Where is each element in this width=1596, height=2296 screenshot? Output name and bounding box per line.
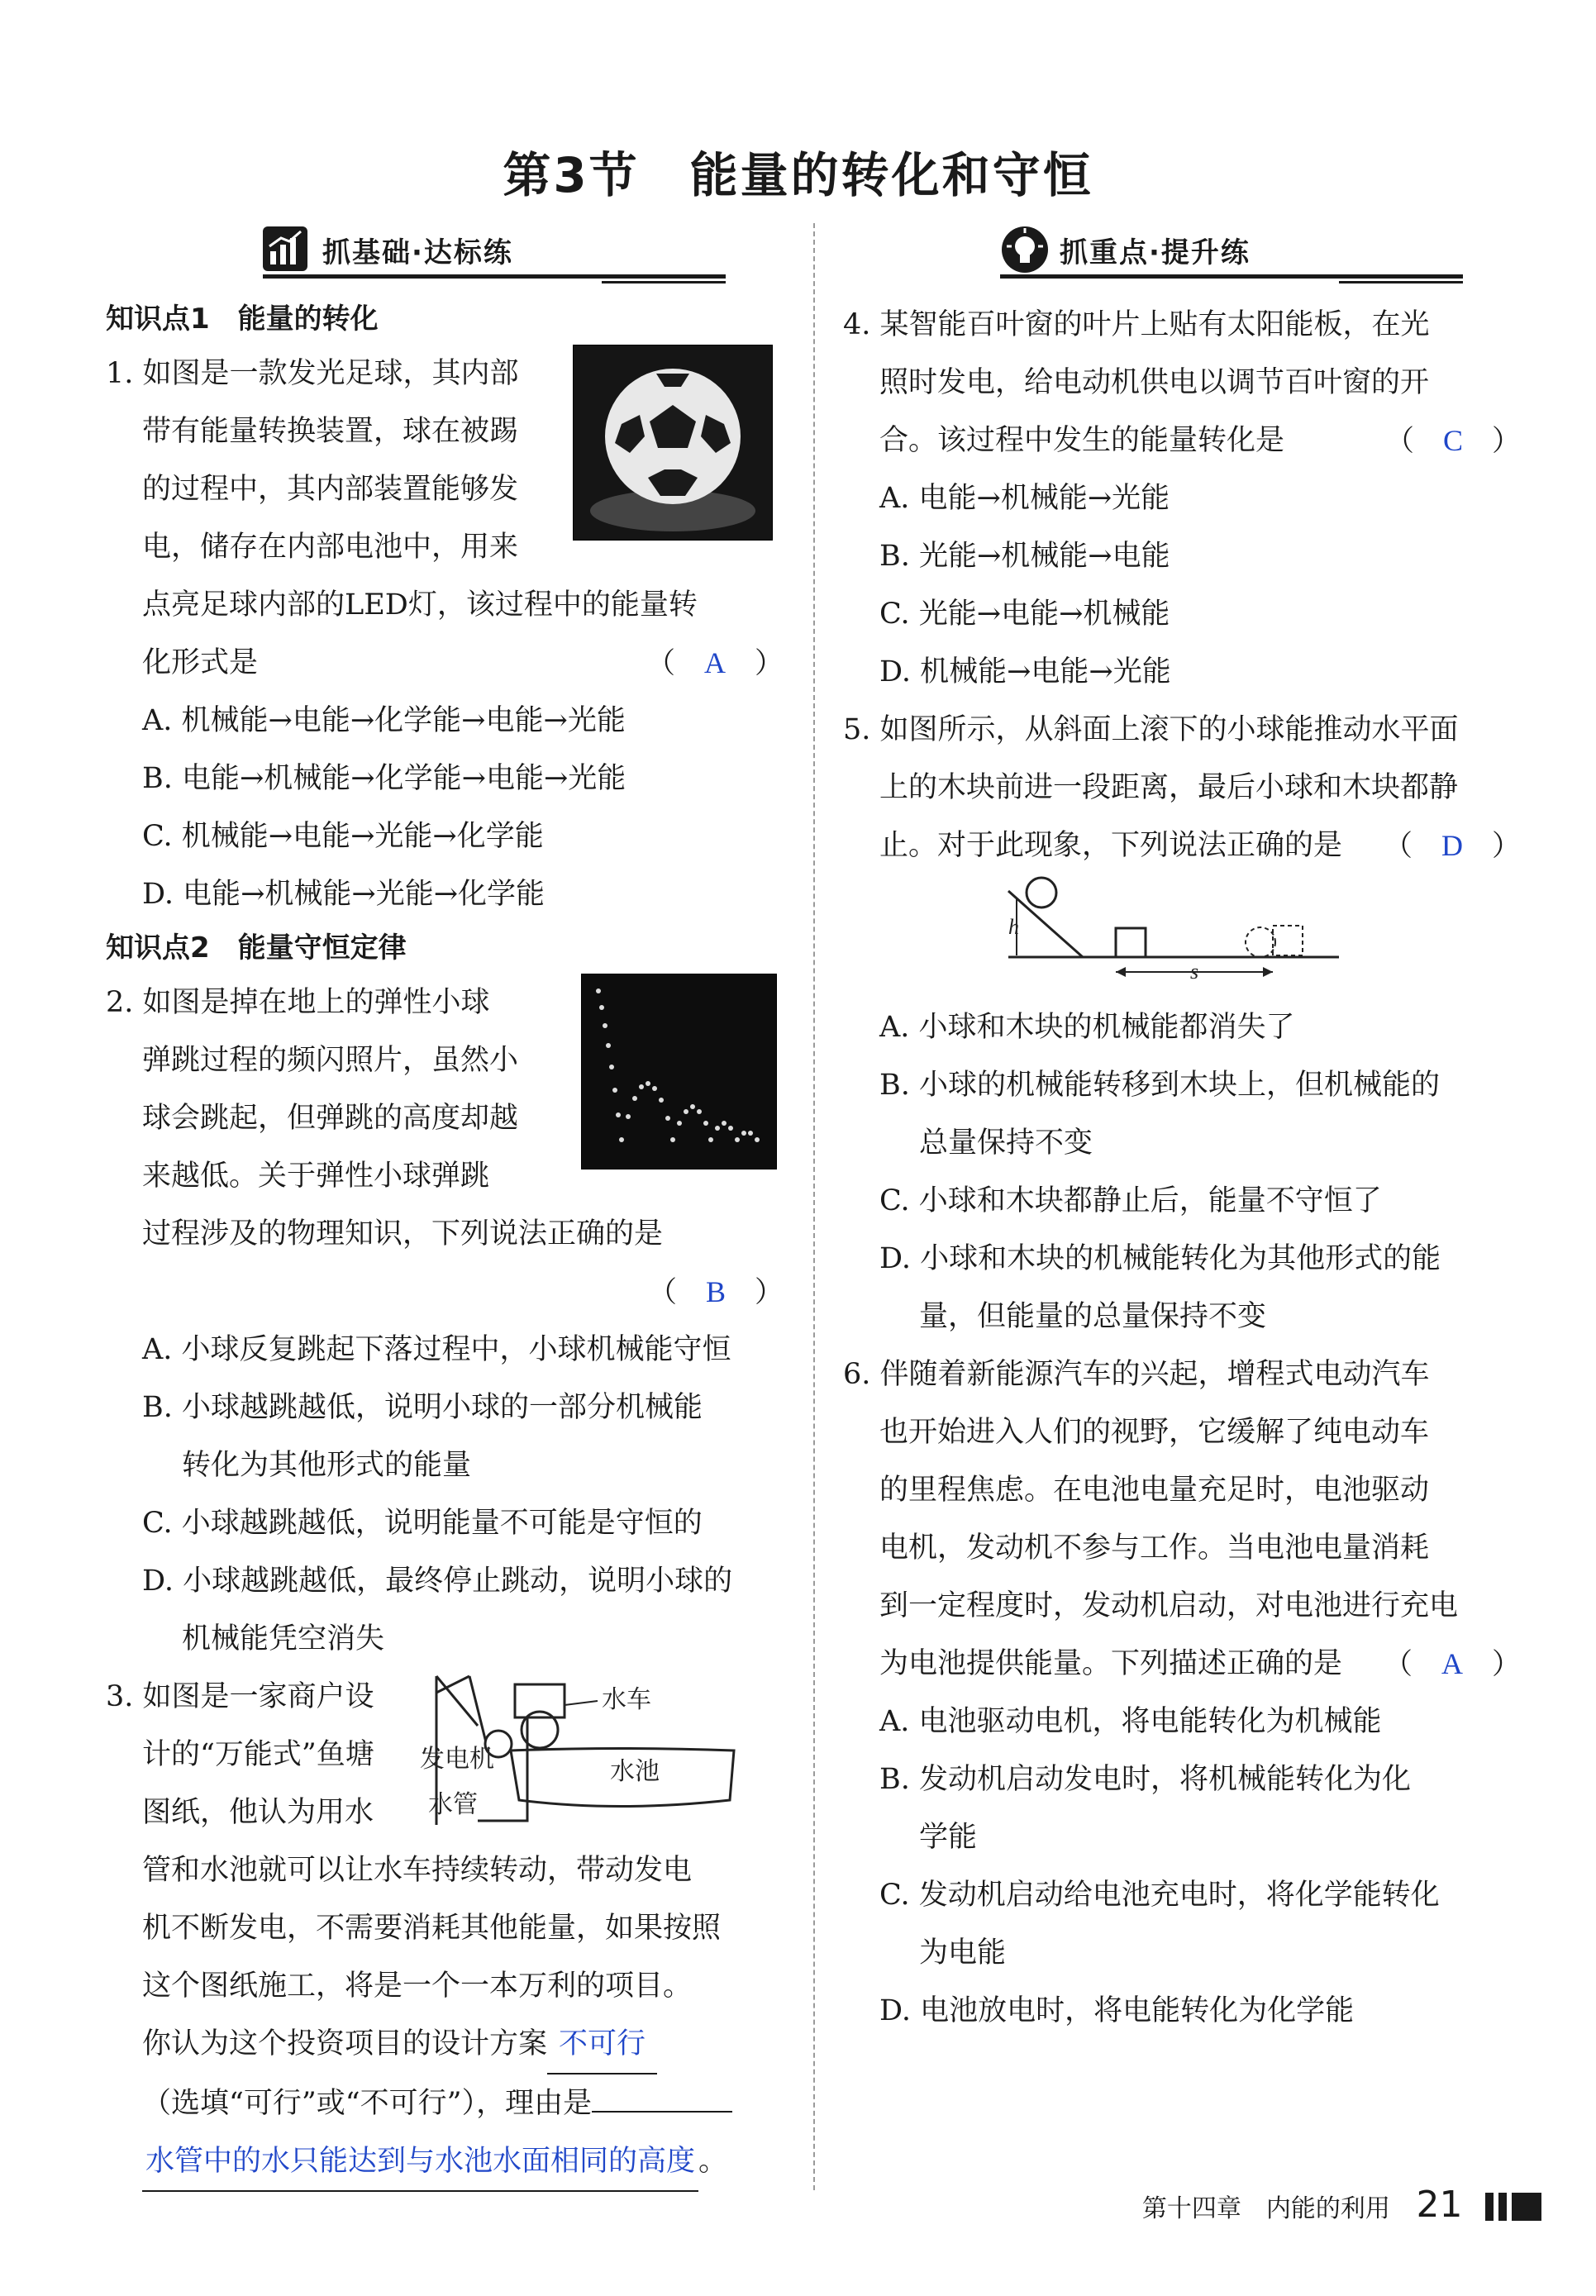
question-1 [106,345,784,923]
q3-line: 图纸，他认为用水 [142,1796,374,1829]
incline-diagram [843,874,1521,998]
q6-line: 电机，发动机不参与工作。当电池电量消耗 [879,1531,1430,1565]
right-column [843,223,1521,2040]
q6-option: B. 发动机启动发电时，将机械能转化为化 [879,1763,1411,1796]
q2-option: C. 小球越跳越低，说明能量不可能是守恒的 [142,1507,703,1540]
q5-option: 量，但能量的总量保持不变 [919,1300,1267,1333]
q1-answer: A [703,646,726,679]
q6-line: 也开始进入人们的视野，它缓解了纯电动车 [879,1416,1430,1449]
q1-line: 化形式是 （ A ） [106,634,784,692]
label-h: h [1008,915,1019,939]
q6-option: 为电能 [919,1936,1007,1970]
question-5 [843,701,1521,1346]
banner-rule-2 [1339,281,1463,283]
q5-option: A. 小球和木块的机械能都消失了 [879,1011,1295,1044]
q1-line: 带有能量转换装置，球在被踢 [142,415,519,448]
q3-line: 3. 如图是一家商户设 [106,1680,374,1713]
q1-option: D. 电能→机械能→光能→化学能 [142,878,545,911]
q5-line: 5. 如图所示，从斜面上滚下的小球能推动水平面 [843,713,1459,746]
q1-answer-paren: （ A ） [646,646,784,680]
q2-line: 来越低。关于弹性小球弹跳 [142,1160,490,1193]
glowing-football-photo [573,345,773,541]
q1-line: 1. 如图是一款发光足球，其内部 [106,357,519,390]
q6-option: D. 电池放电时，将电能转化为化学能 [879,1994,1355,2027]
right-banner-text: 抓重点·提升练 [1060,236,1251,269]
fish-pond-diagram [420,1668,784,1850]
q6-answer: A [1441,1647,1463,1680]
q5-option: B. 小球的机械能转移到木块上，但机械能的 [879,1069,1440,1102]
q2-line: 2. 如图是掉在地上的弹性小球 [106,986,490,1019]
question-3 [106,1668,784,2192]
q3-line: 计的“万能式”鱼塘 [142,1738,374,1771]
q3-reason-answer: 水管中的水只能达到与水池水面相同的高度 [142,2132,698,2192]
q5-line: 上的木块前进一段距离，最后小球和木块都静 [879,771,1459,804]
footer-bars-icon [1485,2193,1546,2227]
q5-option: D. 小球和木块的机械能转化为其他形式的能 [879,1242,1441,1275]
q5-line: 止。对于此现象，下列说法正确的是 （ D ） [843,817,1521,874]
left-column [106,223,784,2192]
banner-rule-2 [602,281,726,283]
q3-reason-line: 水管中的水只能达到与水池水面相同的高度 。 [106,2132,784,2192]
q2-answer: B [705,1275,726,1308]
q2-line: 弹跳过程的频闪照片，虽然小 [142,1044,519,1077]
q4-option: B. 光能→机械能→电能 [879,540,1170,573]
label-s: s [1190,960,1199,984]
page-footer [1142,2184,1546,2227]
q2-option: B. 小球越跳越低，说明小球的一部分机械能 [142,1391,703,1424]
q4-line: 照时发电，给电动机供电以调节百叶窗的开 [879,366,1430,399]
page-title: 第3节 能量的转化和守恒 [503,147,1093,203]
knowledge-point-2: 知识点2 能量守恒定律 [106,931,407,965]
q5-answer-paren: （ D ） [1383,829,1521,863]
q3-line-fill: 你认为这个投资项目的设计方案 不可行 [106,2015,784,2074]
column-divider [813,223,815,2190]
lightbulb-icon [1000,225,1050,274]
q6-option: 学能 [919,1821,978,1854]
q1-line: 电，储存在内部电池中，用来 [142,531,519,564]
question-2 [106,974,784,1668]
q3-line-reason: （选填“可行”或“不可行”），理由是 [106,2074,784,2132]
q5-answer: D [1441,829,1463,862]
label-water-wheel: 水车 [602,1685,651,1714]
q2-answer-line [106,1263,784,1321]
q2-option: D. 小球越跳越低，最终停止跳动，说明小球的 [142,1565,733,1598]
q1-line: 点亮足球内部的LED灯，该过程中的能量转 [142,588,698,622]
q3-fill-answer: 不可行 [547,2015,657,2074]
q4-line: 合。该过程中发生的能量转化是 （ C ） [843,412,1521,469]
footer-chapter: 第十四章 内能的利用 [1141,2194,1390,2223]
q3-blank [592,2111,732,2113]
question-6 [843,1346,1521,2040]
q6-answer-paren: （ A ） [1383,1647,1521,1681]
q1-option: B. 电能→机械能→化学能→电能→光能 [142,762,626,795]
label-pool: 水池 [610,1757,660,1786]
question-4 [843,296,1521,701]
q2-option: 机械能凭空消失 [182,1622,385,1655]
q2-option: A. 小球反复跳起下落过程中，小球机械能守恒 [142,1333,731,1366]
q3-line: 机不断发电，不需要消耗其他能量，如果按照 [142,1912,722,1945]
q1-line: 的过程中，其内部装置能够发 [142,473,519,506]
bouncing-ball-photo [581,974,777,1169]
q6-line: 到一定程度时，发动机启动，对电池进行充电 [879,1589,1459,1622]
q2-line: 过程涉及的物理知识，下列说法正确的是 [142,1217,664,1250]
q3-line: 管和水池就可以让水车持续转动，带动发电 [142,1854,693,1887]
knowledge-point-1: 知识点1 能量的转化 [106,302,379,336]
left-banner-text: 抓基础·达标练 [322,236,513,269]
q2-option: 转化为其他形式的能量 [182,1449,472,1482]
q6-option: C. 发动机启动给电池充电时，将化学能转化 [879,1879,1440,1912]
q6-line: 6. 伴随着新能源汽车的兴起，增程式电动汽车 [843,1358,1430,1391]
banner-rule [1000,274,1463,279]
q4-line: 4. 某智能百叶窗的叶片上贴有太阳能板，在光 [843,308,1430,341]
q4-option: D. 机械能→电能→光能 [879,655,1171,688]
banner-rule [263,274,726,279]
q2-line: 球会跳起，但弹跳的高度却越 [142,1102,519,1135]
q6-option: A. 电池驱动电机，将电能转化为机械能 [879,1705,1382,1738]
q3-line: 这个图纸施工，将是一个一本万利的项目。 [142,1970,693,2003]
right-banner [843,223,1521,281]
left-banner [106,223,784,281]
label-generator: 发电机 [420,1745,494,1774]
q4-option: C. 光能→电能→机械能 [879,598,1170,631]
q6-line: 的里程焦虑。在电池电量充足时，电池驱动 [879,1474,1430,1507]
q5-option: 总量保持不变 [919,1127,1093,1160]
q4-answer-paren: （ C ） [1384,424,1521,458]
q1-option: C. 机械能→电能→光能→化学能 [142,820,544,853]
q4-option: A. 电能→机械能→光能 [879,482,1170,515]
chart-icon [263,226,307,271]
q6-line: 为电池提供能量。下列描述正确的是 （ A ） [843,1635,1521,1693]
label-water-pipe: 水管 [428,1790,478,1819]
page-number: 21 [1416,2184,1463,2226]
q5-option: C. 小球和木块都静止后，能量不守恒了 [879,1184,1382,1217]
q4-answer: C [1442,424,1463,457]
q1-option: A. 机械能→电能→化学能→电能→光能 [142,704,626,737]
q2-answer-paren: （ B ） [647,1275,784,1309]
